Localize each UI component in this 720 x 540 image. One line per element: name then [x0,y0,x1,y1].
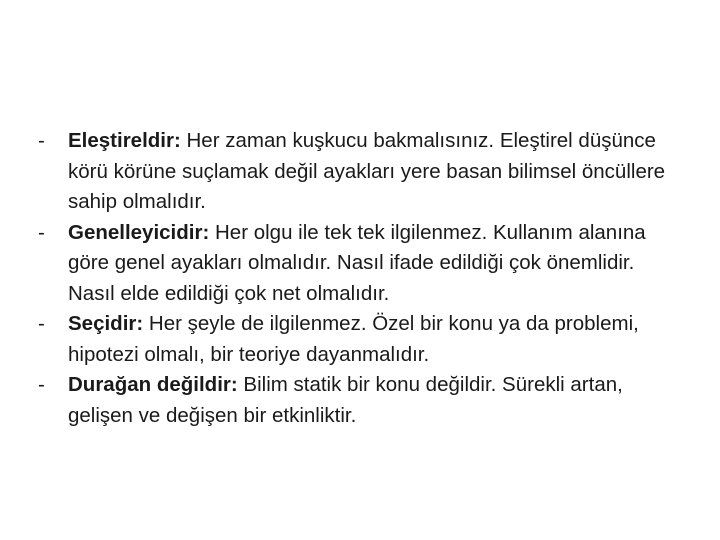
bullet-term: Seçidir: [68,312,149,335]
dash-marker: - [38,220,45,244]
bullet-term: Genelleyicidir: [68,220,215,244]
dash-marker: - [38,312,45,335]
bullet-term: Durağan değildir: [68,373,244,396]
bullet-list [38,126,678,431]
bullet-item-secidir [38,309,678,370]
bullet-item-eleştireldir [38,126,678,218]
bullet-text: Her olgu ile tek tek ilgilenmez. Kullanım alanına göre genel ayakları olmalıdır. Nasıl ifade edildiği çok önemlidir. Nasıl elde edildiği çok net olmalıdır. [68,220,646,305]
bullet-text: Bilim statik bir konu değildir. Sürekli artan, gelişen ve değişen bir etkinliktir. [68,373,623,427]
bullet-item-duragan-degildir [38,370,678,431]
bullet-text: Her şeyle de ilgilenmez. Özel bir konu ya da problemi, hipotezi olmalı, bir teoriye dayanmalıdır. [68,312,639,366]
dash-marker: - [38,129,45,152]
dash-marker: - [38,373,45,396]
bullet-item-genelleyicidir [38,218,678,310]
bullet-text: Her zaman kuşkucu bakmalısınız. Eleştirel düşünce körü körüne suçlamak değil ayakları yere basan bilimsel öncüllere sahip olmalıdır. [68,129,666,213]
bullet-term: Eleştireldir: [68,129,187,152]
